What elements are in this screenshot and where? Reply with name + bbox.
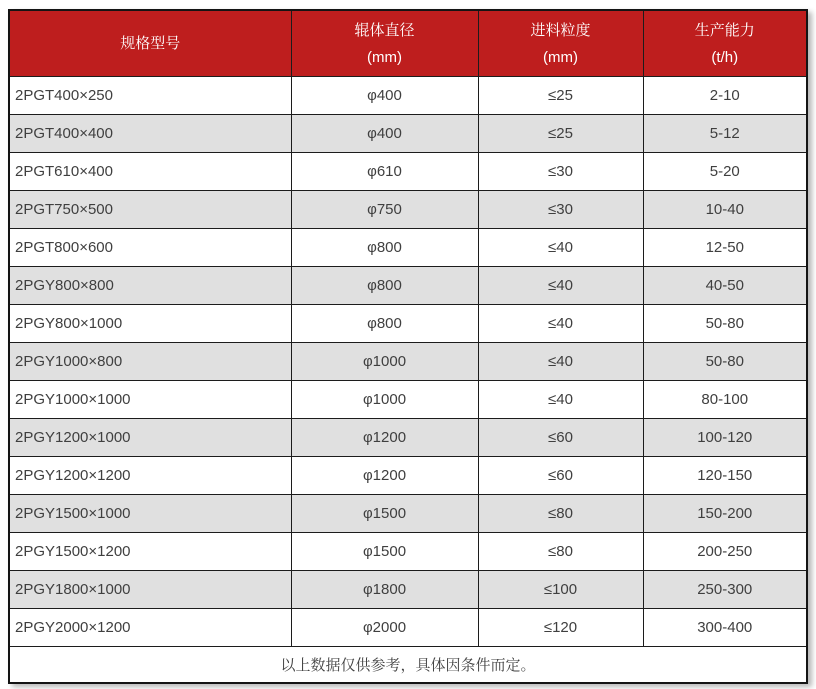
cell-diameter: φ1500 <box>291 533 478 571</box>
cell-capacity: 5-12 <box>643 115 807 153</box>
table-row <box>9 381 807 419</box>
cell-feed: ≤30 <box>478 153 643 191</box>
table-row <box>9 229 807 267</box>
cell-model: 2PGY1800×1000 <box>9 571 291 609</box>
col-header-capacity-label: 生产能力 <box>694 21 755 39</box>
col-header-diameter <box>291 10 478 77</box>
col-header-feed <box>478 10 643 77</box>
cell-feed: ≤40 <box>478 267 643 305</box>
cell-diameter: φ400 <box>291 115 478 153</box>
cell-capacity: 40-50 <box>643 267 807 305</box>
col-header-capacity <box>643 10 807 77</box>
footnote-text: 以上数据仅供参考，具体因条件而定。 <box>9 647 807 684</box>
table-row <box>9 77 807 115</box>
cell-diameter: φ1200 <box>291 457 478 495</box>
cell-model: 2PGY1200×1200 <box>9 457 291 495</box>
cell-model: 2PGT800×600 <box>9 229 291 267</box>
col-header-feed-unit: (mm) <box>543 48 578 66</box>
cell-feed: ≤80 <box>478 533 643 571</box>
col-header-model-label: 规格型号 <box>120 35 181 52</box>
cell-feed: ≤25 <box>478 115 643 153</box>
table-row <box>9 343 807 381</box>
table-row <box>9 533 807 571</box>
table-row <box>9 267 807 305</box>
cell-model: 2PGY1000×800 <box>9 343 291 381</box>
cell-feed: ≤40 <box>478 343 643 381</box>
cell-feed: ≤40 <box>478 305 643 343</box>
cell-capacity: 10-40 <box>643 191 807 229</box>
cell-model: 2PGY1500×1200 <box>9 533 291 571</box>
cell-capacity: 50-80 <box>643 343 807 381</box>
spec-table-container <box>8 9 808 684</box>
cell-diameter: φ1000 <box>291 343 478 381</box>
cell-diameter: φ1500 <box>291 495 478 533</box>
cell-feed: ≤120 <box>478 609 643 647</box>
table-row <box>9 609 807 647</box>
cell-diameter: φ1200 <box>291 419 478 457</box>
cell-capacity: 250-300 <box>643 571 807 609</box>
col-header-diameter-label: 辊体直径 <box>354 21 415 39</box>
table-row <box>9 571 807 609</box>
cell-diameter: φ800 <box>291 305 478 343</box>
table-row <box>9 115 807 153</box>
cell-feed: ≤60 <box>478 457 643 495</box>
cell-capacity: 120-150 <box>643 457 807 495</box>
cell-capacity: 200-250 <box>643 533 807 571</box>
cell-feed: ≤40 <box>478 381 643 419</box>
cell-capacity: 100-120 <box>643 419 807 457</box>
cell-capacity: 50-80 <box>643 305 807 343</box>
table-header <box>9 10 807 77</box>
col-header-diameter-unit: (mm) <box>367 48 402 66</box>
table-row <box>9 153 807 191</box>
header-row <box>9 10 807 77</box>
cell-diameter: φ2000 <box>291 609 478 647</box>
cell-feed: ≤30 <box>478 191 643 229</box>
cell-model: 2PGT750×500 <box>9 191 291 229</box>
cell-capacity: 300-400 <box>643 609 807 647</box>
cell-diameter: φ400 <box>291 77 478 115</box>
cell-model: 2PGT610×400 <box>9 153 291 191</box>
table-footer <box>9 647 807 684</box>
cell-model: 2PGY1500×1000 <box>9 495 291 533</box>
col-header-feed-label: 进料粒度 <box>530 21 591 39</box>
cell-model: 2PGY2000×1200 <box>9 609 291 647</box>
col-header-capacity-unit: (t/h) <box>711 48 739 66</box>
cell-model: 2PGT400×400 <box>9 115 291 153</box>
table-body <box>9 77 807 647</box>
cell-feed: ≤25 <box>478 77 643 115</box>
cell-capacity: 5-20 <box>643 153 807 191</box>
cell-capacity: 2-10 <box>643 77 807 115</box>
cell-feed: ≤40 <box>478 229 643 267</box>
table-row <box>9 419 807 457</box>
table-row <box>9 457 807 495</box>
cell-feed: ≤60 <box>478 419 643 457</box>
table-row <box>9 305 807 343</box>
cell-model: 2PGY1000×1000 <box>9 381 291 419</box>
cell-diameter: φ750 <box>291 191 478 229</box>
footnote-row <box>9 647 807 684</box>
cell-model: 2PGT400×250 <box>9 77 291 115</box>
cell-diameter: φ800 <box>291 267 478 305</box>
cell-diameter: φ1800 <box>291 571 478 609</box>
cell-diameter: φ610 <box>291 153 478 191</box>
col-header-model <box>9 10 291 77</box>
cell-model: 2PGY800×1000 <box>9 305 291 343</box>
cell-diameter: φ800 <box>291 229 478 267</box>
roller-crusher-spec-table <box>8 9 808 684</box>
cell-model: 2PGY1200×1000 <box>9 419 291 457</box>
table-row <box>9 191 807 229</box>
cell-model: 2PGY800×800 <box>9 267 291 305</box>
cell-capacity: 80-100 <box>643 381 807 419</box>
table-row <box>9 495 807 533</box>
cell-feed: ≤80 <box>478 495 643 533</box>
cell-capacity: 150-200 <box>643 495 807 533</box>
cell-feed: ≤100 <box>478 571 643 609</box>
cell-diameter: φ1000 <box>291 381 478 419</box>
cell-capacity: 12-50 <box>643 229 807 267</box>
